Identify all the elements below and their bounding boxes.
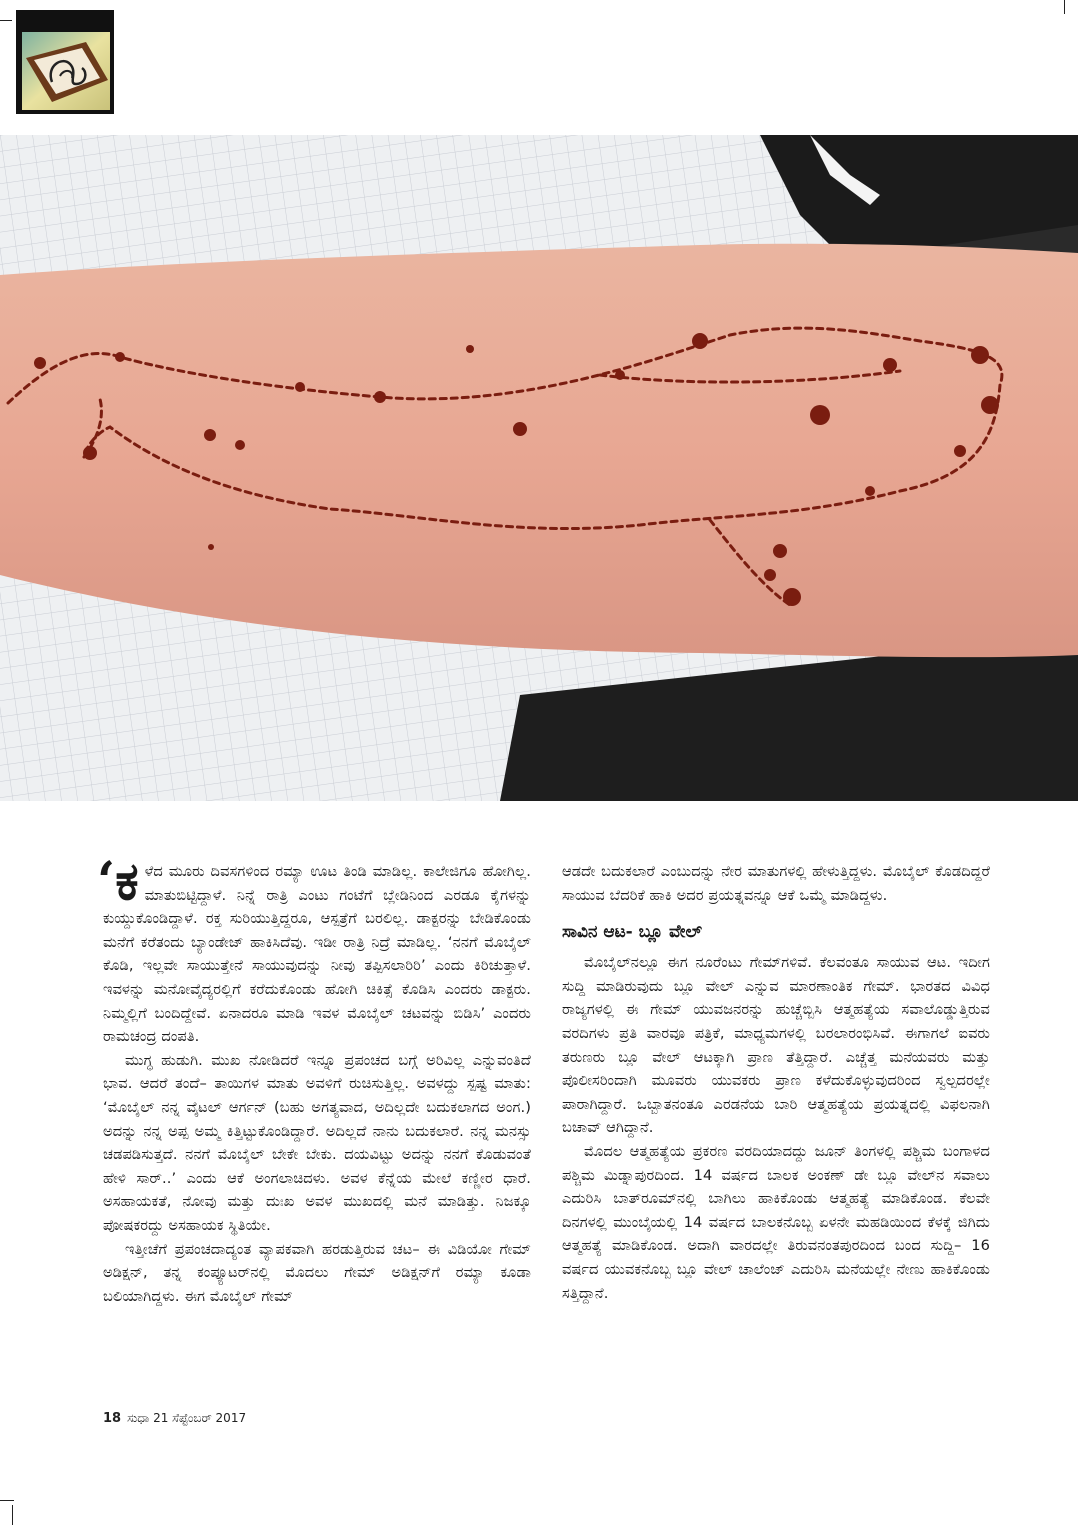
crop-mark [12,1505,13,1525]
issue-date: ಸುಧಾ 21 ಸೆಪ್ಟೆಂಬರ್ 2017 [127,1411,247,1425]
article-column-1 [97,851,531,1308]
paragraph-text: ಳೆದ ಮೂರು ದಿವಸಗಳಿಂದ ರಮ್ಯಾ ಊಟ ತಿಂಡಿ ಮಾಡಿಲ್ಲ. ಕಾಲೇಜಿಗೂ ಹೋಗಿಲ್ಲ. ಮಾತುಬಿಟ್ಟಿದ್ದಾಳೆ. ನಿನ್ನೆ ರಾತ್ರಿ ಎಂಟು ಗಂಟೆಗೆ ಬ್ಲೇಡಿನಿಂದ ಎರಡೂ ಕೈಗಳನ್ನು ಕುಯ್ದುಕೊಂಡಿದ್ದಾಳೆ. ರಕ್ತ ಸುರಿಯುತ್ತಿದ್ದರೂ, ಆಸ್ಪತ್ರೆಗೆ ಬರಲಿಲ್ಲ. ಡಾಕ್ಟರನ್ನು ಬೇಡಿಕೊಂಡು ಮನೆಗೆ ಕರೆತಂದು ಬ್ಯಾಂಡೇಜ್ ಹಾಕಿಸಿದೆವು. ಇಡೀ ರಾತ್ರಿ ನಿದ್ರೆ ಮಾಡಿಲ್ಲ. ‘ನನಗೆ ಮೊಬೈಲ್ ಕೊಡಿ, ಇಲ್ಲವೇ ಸಾಯುತ್ತೇನೆ ಸಾಯುವುದನ್ನು ನೀವು ತಪ್ಪಿಸಲಾರಿರಿ’ ಎಂದು ಕಿರಿಚುತ್ತಾಳೆ. ಇವಳನ್ನು ಮನೋವೈದ್ಯರಲ್ಲಿಗೆ ಕರೆದುಕೊಂಡು ಹೋಗಿ ಚಿಕಿತ್ಸೆ ಕೊಡಿಸಿ ಎಂದರು ಡಾಕ್ಟರು. ನಿಮ್ಮಲ್ಲಿಗೆ ಬಂದಿದ್ದೇವೆ. ಏನಾದರೂ ಮಾಡಿ ಇವಳ ಮೊಬೈಲ್ ಚಟವನ್ನು ಬಿಡಿಸಿ’ ಎಂದರು ರಾಮಚಂದ್ರ ದಂಪತಿ. [103,863,531,1046]
section-logo [16,10,114,114]
paragraph: ಇತ್ತೀಚೆಗೆ ಪ್ರಪಂಚದಾದ್ಯಂತ ವ್ಯಾಪಕವಾಗಿ ಹರಡುತ್ತಿರುವ ಚಟ– ಈ ವಿಡಿಯೋ ಗೇಮ್ ಅಡಿಕ್ಷನ್, ತನ್ನ ಕಂಪ್ಯೂಟರ್‌ನಲ್ಲಿ ಮೊದಲು ಗೇಮ್ ಅಡಿಕ್ಷನ್‌ಗೆ ರಮ್ಯಾ ಕೂಡಾ ಬಲಿಯಾಗಿದ್ದಳು. ಈಗ ಮೊಬೈಲ್ ಗೇಮ್ [103,1240,531,1305]
article-photo [0,135,1078,801]
paragraph: ಮುಗ್ಧ ಹುಡುಗಿ. ಮುಖ ನೋಡಿದರೆ ಇನ್ನೂ ಪ್ರಪಂಚದ ಬಗ್ಗೆ ಅರಿವಿಲ್ಲ ಎನ್ನುವಂತಿದೆ ಭಾವ. ಆದರೆ ತಂದೆ– ತಾಯಿಗಳ ಮಾತು ಅವಳಿಗೆ ರುಚಿಸುತ್ತಿಲ್ಲ. ಅವಳದ್ದು ಸ್ಪಷ್ಟ ಮಾತು: ‘ಮೊಬೈಲ್ ನನ್ನ ವೈಟಲ್ ಆರ್ಗನ್ (ಬಹು ಅಗತ್ಯವಾದ, ಅದಿಲ್ಲದೇ ಬದುಕಲಾಗದ ಅಂಗ.) ಅದನ್ನು ನನ್ನ ಅಪ್ಪ ಅಮ್ಮ ಕಿತ್ತಿಟ್ಟುಕೊಂಡಿದ್ದಾರೆ. ಅದಿಲ್ಲದೆ ನಾನು ಬದುಕಲಾರೆ. ನನ್ನ ಮನಸ್ಸು ಚಡಪಡಿಸುತ್ತದೆ. ನನಗೆ ಮೊಬೈಲ್ ಬೇಕೇ ಬೇಕು. ದಯವಿಟ್ಟು ಅದನ್ನು ನನಗೆ ಕೊಡುವಂತೆ ಹೇಳಿ ಸಾರ್..’ ಎಂದು ಆಕೆ ಅಂಗಲಾಚಿದಳು. ಅವಳ ಕೆನ್ನೆಯ ಮೇಲೆ ಕಣ್ಣೀರ ಧಾರೆ. ಅಸಹಾಯಕತೆ, ನೋವು ಮತ್ತು ದುಃಖ ಅವಳ ಮುಖದಲ್ಲಿ ಮನೆ ಮಾಡಿತ್ತು. ನಿಜಕ್ಕೂ ಪೋಷಕರದ್ದು ಅಸಹಾಯಕ ಸ್ಥಿತಿಯೇ. [103,1051,531,1234]
crop-mark [0,20,12,21]
drop-cap: ‘ಕ [97,851,139,912]
page-number: 18 [103,1411,122,1426]
paragraph [97,851,531,1049]
paragraph: ಮೊದಲ ಆತ್ಮಹತ್ಯೆಯ ಪ್ರಕರಣ ವರದಿಯಾದದ್ದು ಜೂನ್ ತಿಂಗಳಲ್ಲಿ ಪಶ್ಚಿಮ ಬಂಗಾಳದ ಪಶ್ಚಿಮ ಮಿಡ್ನಾಪುರದಿಂದ. 14 ವರ್ಷದ ಬಾಲಕ ಅಂಕಣ್ ಡೇ ಬ್ಲೂ ವೇಲ್‌ನ ಸವಾಲು ಎದುರಿಸಿ ಬಾತ್‌ರೂಮ್‌ನಲ್ಲಿ ಬಾಗಿಲು ಹಾಕಿಕೊಂಡು ಆತ್ಮಹತ್ಯೆ ಮಾಡಿಕೊಂಡ. ಕೆಲವೇ ದಿನಗಳಲ್ಲಿ ಮುಂಬೈಯಲ್ಲಿ 14 ವರ್ಷದ ಬಾಲಕನೊಬ್ಬ ಏಳನೇ ಮಹಡಿಯಿಂದ ಕೆಳಕ್ಕೆ ಜಿಗಿದು ಆತ್ಮಹತ್ಯೆ ಮಾಡಿಕೊಂಡ. ಅದಾಗಿ ವಾರದಲ್ಲೇ ತಿರುವನಂತಪುರದಿಂದ ಬಂದ ಸುದ್ದಿ– 16 ವರ್ಷದ ಯುವಕನೊಬ್ಬ ಬ್ಲೂ ವೇಲ್ ಚಾಲೆಂಜ್ ಎದುರಿಸಿ ಮನೆಯಲ್ಲೇ ನೇಣು ಹಾಕಿಕೊಂಡು ಸತ್ತಿದ್ದಾನೆ. [562,1142,990,1302]
page-folio [103,1411,246,1426]
paragraph: ಮೊಬೈಲ್‌ನಲ್ಲೂ ಈಗ ನೂರೆಂಟು ಗೇಮ್‌ಗಳಿವೆ. ಕೆಲವಂತೂ ಸಾಯುವ ಆಟ. ಇದೀಗ ಸುದ್ದಿ ಮಾಡಿರುವುದು ಬ್ಲೂ ವೇಲ್ ಎನ್ನುವ ಮಾರಣಾಂತಿಕ ಗೇಮ್. ಭಾರತದ ವಿವಿಧ ರಾಜ್ಯಗಳಲ್ಲಿ ಈ ಗೇಮ್ ಯುವಜನರನ್ನು ಹುಚ್ಚೆಬ್ಬಿಸಿ ಆತ್ಮಹತ್ಯೆಯ ಸವಾಲೊಡ್ಡುತ್ತಿರುವ ವರದಿಗಳು ಪ್ರತಿ ವಾರವೂ ಪತ್ರಿಕೆ, ಮಾಧ್ಯಮಗಳಲ್ಲಿ ಬರಲಾರಂಭಿಸಿವೆ. ಈಗಾಗಲೆ ಐವರು ತರುಣರು ಬ್ಲೂ ವೇಲ್ ಆಟಕ್ಕಾಗಿ ಪ್ರಾಣ ತೆತ್ತಿದ್ದಾರೆ. ಎಚ್ಚೆತ್ತ ಮನೆಯವರು ಮತ್ತು ಪೊಲೀಸರಿಂದಾಗಿ ಮೂವರು ಯುವಕರು ಪ್ರಾಣ ಕಳೆದುಕೊಳ್ಳುವುದರಿಂದ ಸ್ವಲ್ಪದರಲ್ಲೇ ಪಾರಾಗಿದ್ದಾರೆ. ಒಬ್ಬಾತನಂತೂ ಎರಡನೆಯ ಬಾರಿ ಆತ್ಮಹತ್ಯೆಯ ಪ್ರಯತ್ನದಲ್ಲಿ ವಿಫಲನಾಗಿ ಬಚಾವ್ ಆಗಿದ್ದಾನೆ. [562,954,990,1137]
section-heading: ಸಾವಿನ ಆಟ- ಬ್ಲೂ ವೇಲ್ [562,922,702,943]
paragraph: ಆಡದೇ ಬದುಕಲಾರೆ ಎಂಬುದನ್ನು ನೇರ ಮಾತುಗಳಲ್ಲಿ ಹೇಳುತ್ತಿದ್ದಳು. ಮೊಬೈಲ್ ಕೊಡದಿದ್ದರೆ ಸಾಯುವ ಬೆದರಿಕೆ ಹಾಕಿ ಅದರ ಪ್ರಯತ್ನವನ್ನೂ ಆಕೆ ಒಮ್ಮೆ ಮಾಡಿದ್ದಳು. [562,863,990,904]
crop-mark [0,1500,14,1501]
article-column-2 [562,860,990,1305]
crop-mark [1064,0,1065,14]
